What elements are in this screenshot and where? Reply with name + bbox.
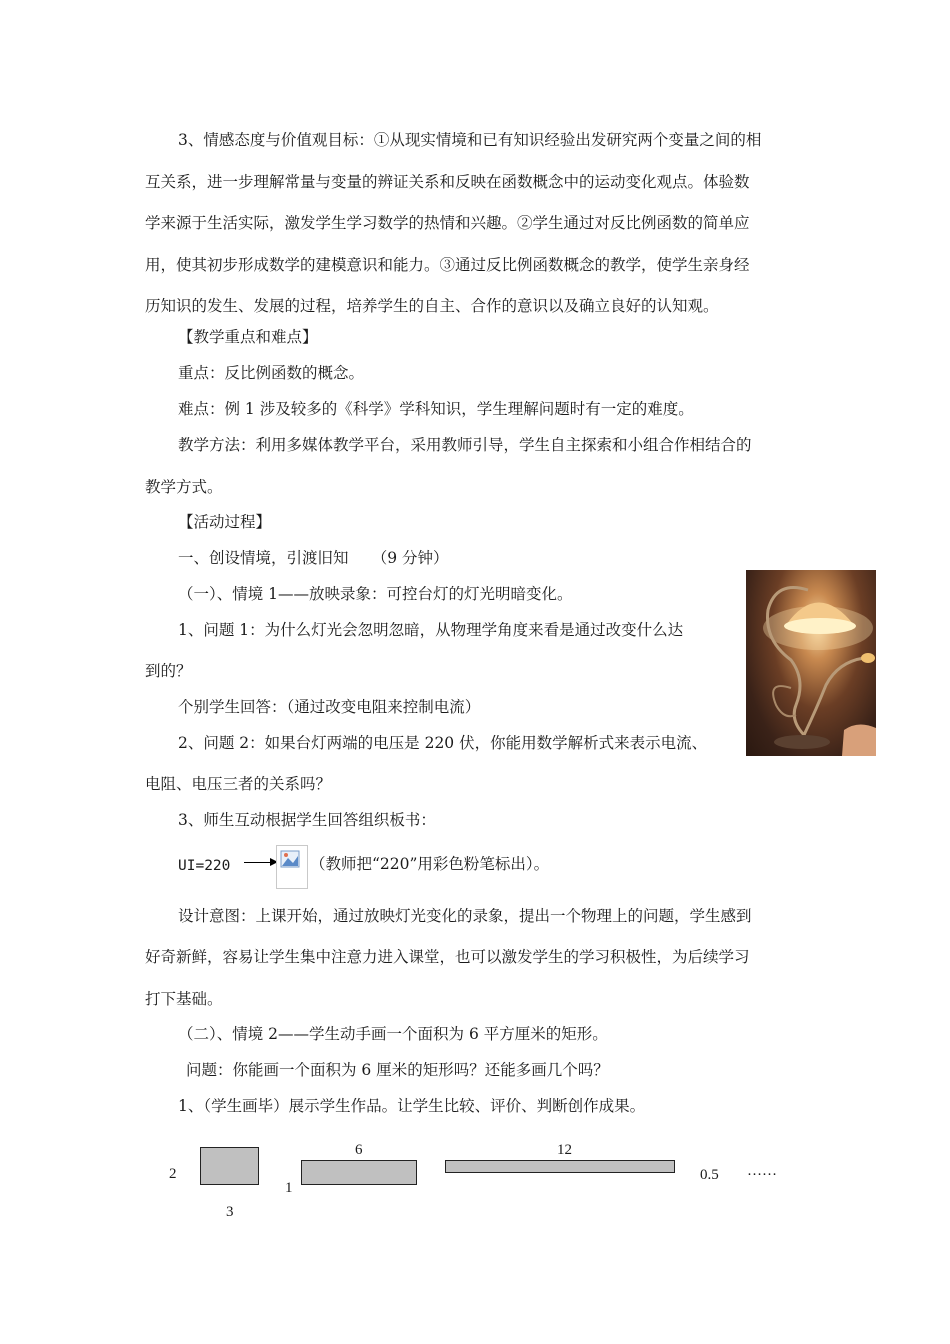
formula-note: （教师把“220”用彩色粉笔标出）。 xyxy=(310,855,550,873)
rect1-height-label: 2 xyxy=(169,1166,177,1182)
rectangle-1x6 xyxy=(301,1160,417,1185)
question1-cont: 到的？ xyxy=(145,662,192,680)
ellipsis: …… xyxy=(747,1163,777,1179)
teaching-method-cont: 教学方式。 xyxy=(145,478,223,496)
rect3-height-label: 0.5 xyxy=(700,1167,719,1183)
scene1: （一）、情境 1——放映录象：可控台灯的灯光明暗变化。 xyxy=(178,585,573,603)
paragraph-line: 3、情感态度与价值观目标：①从现实情境和已有知识经验出发研究两个变量之间的相 xyxy=(178,131,762,149)
question3: 3、师生互动根据学生回答组织板书： xyxy=(178,811,436,829)
key-point: 重点：反比例函数的概念。 xyxy=(178,364,365,382)
desk-lamp-photo xyxy=(746,570,876,756)
rectangle-2x3 xyxy=(200,1147,259,1185)
display-works: 1、（学生画毕）展示学生作品。让学生比较、评价、判断创作成果。 xyxy=(178,1097,646,1115)
rect2-height-label: 1 xyxy=(285,1180,293,1196)
paragraph-line: 互关系，进一步理解常量与变量的辨证关系和反映在函数概念中的运动变化观点。体验数 xyxy=(145,172,750,191)
paragraph-line: 学来源于生活实际，激发学生学习数学的热情和兴趣。②学生通过对反比例函数的简单应 xyxy=(145,214,750,232)
teaching-method: 教学方法：利用多媒体教学平台，采用教师引导，学生自主探索和小组合作相结合的 xyxy=(178,436,752,454)
design-intent: 设计意图：上课开始，通过放映灯光变化的录象，提出一个物理上的问题，学生感到 xyxy=(178,907,752,925)
question2-cont: 电阻、电压三者的关系吗？ xyxy=(145,775,332,793)
rect1-width-label: 3 xyxy=(226,1204,234,1220)
question1: 1、问题 1：为什么灯光会忽明忽暗，从物理学角度来看是通过改变什么达 xyxy=(178,621,684,639)
image-placeholder-icon xyxy=(276,845,308,889)
rectangle-0.5x12 xyxy=(445,1160,675,1173)
lamp-illustration xyxy=(746,570,876,756)
design-intent-cont: 打下基础。 xyxy=(145,990,223,1008)
rect3-width-label: 12 xyxy=(557,1142,572,1158)
paragraph-line: 用，使其初步形成数学的建模意识和能力。③通过反比例函数概念的教学，使学生亲身经 xyxy=(145,255,750,274)
question2: 2、问题 2：如果台灯两端的电压是 220 伏，你能用数学解析式来表示电流、 xyxy=(178,734,708,752)
rect2-width-label: 6 xyxy=(355,1142,363,1158)
activity-heading: 【活动过程】 xyxy=(178,513,272,531)
student-answer: 个别学生回答：（通过改变电阻来控制电流） xyxy=(178,698,481,716)
difficulty: 难点：例 1 涉及较多的《科学》学科知识，学生理解问题时有一定的难度。 xyxy=(178,400,694,418)
scene2: （二）、情境 2——学生动手画一个面积为 6 平方厘米的矩形。 xyxy=(178,1025,608,1043)
section1-title: 一、创设情境，引渡旧知 （9 分钟） xyxy=(178,549,449,567)
formula: UI=220 xyxy=(178,858,231,874)
question: 问题：你能画一个面积为 6 厘米的矩形吗？还能多画几个吗？ xyxy=(186,1061,609,1079)
paragraph-line: 历知识的发生、发展的过程，培养学生的自主、合作的意识以及确立良好的认知观。 xyxy=(145,297,719,315)
paragraph-emotional-goals xyxy=(145,120,809,328)
design-intent-cont: 好奇新鲜，容易让学生集中注意力进入课堂，也可以激发学生的学习积极性，为后续学习 xyxy=(145,948,750,966)
key-points-heading: 【教学重点和难点】 xyxy=(178,328,318,346)
